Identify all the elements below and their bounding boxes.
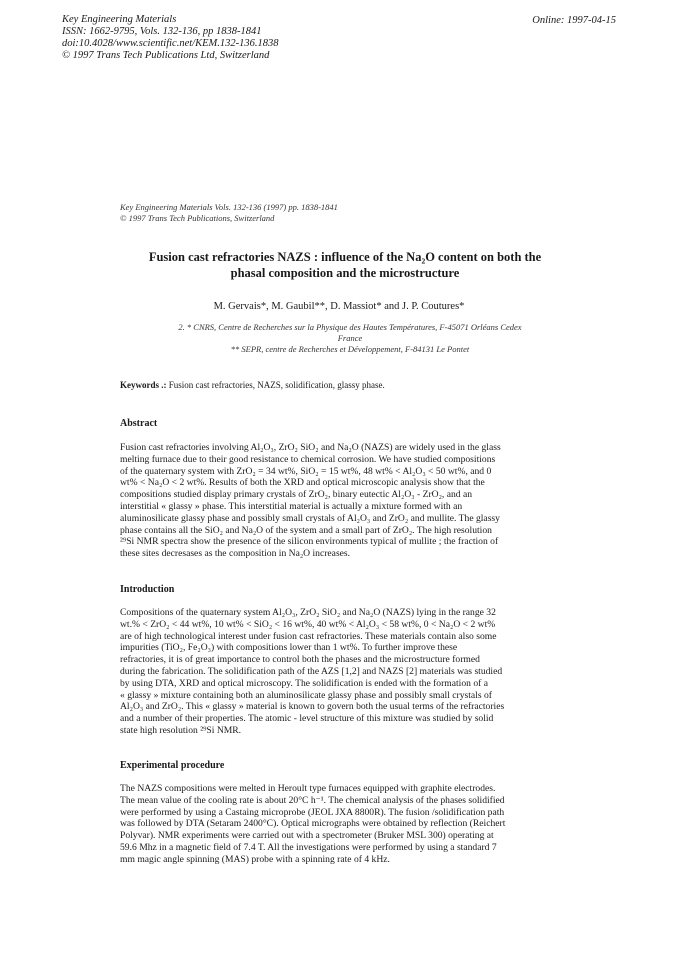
text-line: these sites decresases as the composition in Na₂O increases. xyxy=(120,548,351,560)
text-line: The mean value of the cooling rate is about 20°C h⁻¹. The chemical analysis of the phases solidified xyxy=(120,794,505,806)
journal-reference xyxy=(120,202,338,223)
keywords-text: Fusion cast refractories, NAZS, solidification, glassy phase. xyxy=(168,380,385,390)
text-line: Compositions of the quaternary system Al₂O₃, ZrO₂ SiO₂ and Na₂O (NAZS) lying in the range 32 xyxy=(120,607,496,618)
text-line: impurities (TiO₂, Fe₂O₃) with compositions lower than 1 wt%. To further improve these xyxy=(120,642,458,654)
affiliations xyxy=(120,322,580,355)
affiliation-line: France xyxy=(337,333,363,343)
text-line: wt% < Na₂O < 2 wt%. Results of both the XRD and optical microscopic analysis show that the xyxy=(120,477,485,489)
text-line: Al₂O₃ and ZrO₂. This « glassy » material is known to govern both the usual terms of the refractories xyxy=(120,701,505,713)
header-issn: ISSN: 1662-9795, Vols. 132-136, pp 1838-1841 xyxy=(62,26,262,37)
abstract-heading: Abstract xyxy=(120,418,158,429)
keywords-label: Keywords .: xyxy=(120,380,167,390)
text-line: by using DTA, XRD and optical microscopy. The solidification is ended with the formation of a xyxy=(120,677,488,689)
experimental-body xyxy=(120,783,568,866)
title-line: phasal composition and the microstructure xyxy=(230,266,460,280)
text-line: phase contains all the SiO₂ and Na₂O of the system and a small part of ZrO₂. The high resolution xyxy=(120,524,492,536)
text-line: aluminosilicate glassy phase and possibly small crystals of Al₂O₃ and ZrO₂ and mullite. The glassy xyxy=(120,512,500,524)
header-copyright: © 1997 Trans Tech Publications Ltd, Switzerland xyxy=(62,50,270,61)
text-line: The NAZS compositions were melted in Heroult type furnaces equipped with graphite electrodes. xyxy=(120,783,496,794)
text-line: state high resolution ²⁹Si NMR. xyxy=(120,724,242,736)
affiliation-line: 2. * CNRS, Centre de Recherches sur la Physique des Hautes Températures, F-45071 Orléans Cedex xyxy=(178,322,522,332)
text-line: melting furnace due to their good resistance to chemical corrosion. We have studied compositions xyxy=(120,453,496,465)
text-line: 59.6 Mhz in a magnetic field of 7.4 T. All the investigations were performed by using a standard 7 xyxy=(120,841,497,853)
text-line: are of high technological interest under fusion cast refractories. These materials contain also some xyxy=(120,630,497,642)
text-line: were performed by using a Castaing microprobe (JEOL JXA 8800R). The fusion /solidification path xyxy=(120,806,505,818)
text-line: wt.% < ZrO₂ < 44 wt%, 10 wt% < SiO₂ < 16 wt%, 40 wt% < Al₂O₃ < 58 wt%, 0 < Na₂O < 2 wt% xyxy=(120,618,496,630)
affiliation-line: ** SEPR, centre de Recherches et Développement, F-84131 Le Pontet xyxy=(230,344,470,354)
text-line: was followed by DTA (Setaram 2400°C). Optical micrographs were obtained by reflection (Reichert xyxy=(120,818,506,830)
journal-volume-line: Key Engineering Materials Vols. 132-136 (1997) pp. 1838-1841 xyxy=(120,202,338,212)
text-line: and a number of their properties. The atomic - level structure of this mixture was studied by solid xyxy=(120,713,494,725)
citation-header xyxy=(62,14,279,62)
text-line: ²⁹Si NMR spectra show the presence of the silicon environments typical of mullite ; the fraction of xyxy=(120,536,499,548)
paper-title xyxy=(110,249,580,281)
online-date: Online: 1997-04-15 xyxy=(532,15,616,26)
text-line: interstitial « glassy » phase. This interstitial material is actually a mixture formed with an xyxy=(120,500,463,512)
header-journal: Key Engineering Materials xyxy=(62,14,177,25)
text-line: Fusion cast refractories involving Al₂O₃, ZrO₂ SiO₂ and Na₂O (NAZS) are widely used in the glass xyxy=(120,442,501,453)
title-line: Fusion cast refractories NAZS : influence of the Na₂O content on both the xyxy=(148,250,542,264)
text-line: mm magic angle spinning (MAS) probe with a spinning rate of 4 kHz. xyxy=(120,853,390,865)
author-list: M. Gervais*, M. Gaubil**, D. Massiot* and J. P. Coutures* xyxy=(213,301,465,312)
text-line: Polyvar). NMR experiments were carried out with a spectrometer (Bruker MSL 300) operating at xyxy=(120,830,494,842)
header-doi[interactable]: doi:10.4028/www.scientific.net/KEM.132-136.1838 xyxy=(62,38,279,49)
journal-copyright-line: © 1997 Trans Tech Publications, Switzerland xyxy=(120,212,275,223)
introduction-heading: Introduction xyxy=(120,584,175,595)
text-line: of the quaternary system with ZrO₂ = 34 wt%, SiO₂ = 15 wt%, 48 wt% < Al₂O₃ < 50 wt%, and 0 xyxy=(120,465,492,477)
introduction-body xyxy=(120,607,568,737)
text-line: refractories, it is of great importance to control both the phases and the microstructure formed xyxy=(120,654,480,666)
keywords xyxy=(120,380,385,390)
experimental-heading: Experimental procedure xyxy=(120,760,225,771)
text-line: compositions studied display primary crystals of ZrO₂, binary eutectic Al₂O₃ - ZrO₂, and an xyxy=(120,489,473,501)
text-line: during the fabrication. The solidification path of the AZS [1,2] and NAZS [2] materials was studied xyxy=(120,665,503,677)
text-line: « glassy » mixture containing both an aluminosilicate glassy phase and possibly small crystals of xyxy=(120,689,492,701)
abstract-body xyxy=(120,442,568,560)
